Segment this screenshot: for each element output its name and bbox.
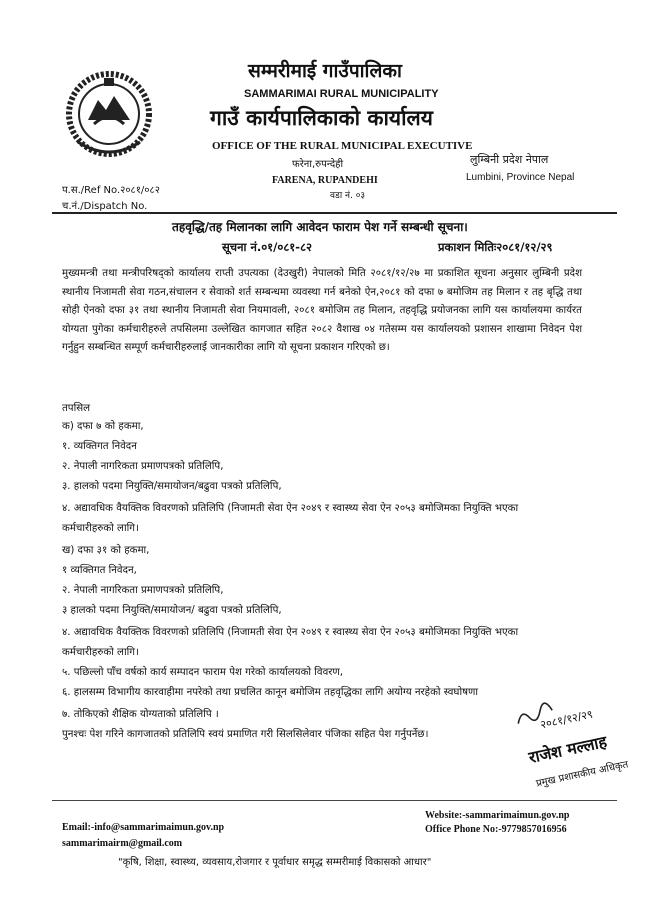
notice-body-paragraph: मुख्यमन्त्री तथा मन्त्रीपरिषद्को कार्यालय राप्ती उपत्यका (देउखुरी) नेपालको मिति २०८१/१२/२७ मा प्रकाशित सूचना अनुसार लुम्बिनी प्रदेश स्थानीय निजामती सेवा गठन,संचालन र सेवाको शर्त सम्बन्धमा व्यवस्था गर्न बनेको ऐन,२०८१ को दफा ७ बमोजिम तह मिलान र तह बृद्धि तथा सोही ऐनको दफा ३१ तथा स्थानीय निजामती सेवा नियमावली, २०८१ बमोजिम तह मिलान, तहवृद्धि प्रयोजनका लागि यस कार्यालयमा कार्यरत योग्यता पुगेका कर्मचारीहरुले तपसिलमा उल्लेखित कागजात सहित २०८२ वैशाख ०४ गतेसम्म यस कार्यालयको प्रशासन शाखामा निवेदन पेश गर्नुहुन सम्बन्धित सम्पूर्ण कर्मचारीहरुलाई जानकारीका लागि यो सूचना प्रकाशन गरिएको छ। bbox=[62, 268, 582, 354]
section-b-heading: ख) दफा ३१ को हकमा, bbox=[62, 545, 150, 556]
officer-name: राजेश मल्लाह bbox=[526, 731, 609, 768]
ward-number: वडा नं. ०३ bbox=[330, 191, 366, 201]
signature-date: २०८१/१२/२९ bbox=[539, 707, 594, 732]
footer-divider bbox=[52, 800, 617, 801]
section-a-heading: क) दफा ७ को हकमा, bbox=[62, 421, 144, 432]
municipality-name-en: SAMMARIMAI RURAL MUNICIPALITY bbox=[244, 88, 439, 100]
address-en: FARENA, RUPANDEHI bbox=[272, 175, 378, 186]
website-link[interactable]: Website:-sammarimaimun.gov.np bbox=[425, 810, 570, 821]
list-item: २. नेपाली नागरिकता प्रमाणपत्रको प्रतिलिपि, bbox=[62, 585, 224, 596]
office-phone: Office Phone No:-9779857016956 bbox=[425, 824, 567, 835]
list-item: ३ हालको पदमा नियुक्ति/समायोजन/ बढुवा पत्रको प्रतिलिपि, bbox=[62, 605, 282, 616]
list-item: १. व्यक्तिगत निवेदन bbox=[62, 441, 137, 452]
municipality-name-np: सम्मरीमाई गाउँपालिका bbox=[248, 60, 402, 82]
email-link[interactable]: Email:-info@sammarimaimun.gov.np bbox=[62, 822, 225, 833]
header-divider bbox=[52, 212, 617, 214]
province-np: लुम्बिनी प्रदेश नेपाल bbox=[470, 153, 549, 166]
notice-title: तहवृद्धि/तह मिलानका लागि आवेदन फाराम पेश गर्ने सम्बन्धी सूचना। bbox=[172, 220, 468, 234]
closing-note: पुनश्चः पेश गरिने कागजातको प्रतिलिपि स्वयं प्रमाणित गरी सिलसिलेवार पंजिका सहित पेश गर्नुपर्नेछ। bbox=[62, 729, 429, 740]
list-item: कर्मचारीहरुको लागि। bbox=[62, 523, 139, 534]
list-item: ४. अद्यावधिक वैयक्तिक विवरणको प्रतिलिपि (निजामती सेवा ऐन २०४९ र स्वास्थ्य सेवा ऐन २०५३ बमोजिमका नियुक्ति भएका bbox=[62, 627, 519, 638]
address-np: फरेना,रुपन्देही bbox=[292, 159, 344, 170]
list-item: ६. हालसम्म विभागीय कारवाहीमा नपरेको तथा प्रचलित कानून बमोजिम तहवृद्धिका लागि अयोग्य नरहेको स्वघोषणा bbox=[62, 687, 478, 698]
office-name-np: गाउँ कार्यपालिकाको कार्यालय bbox=[210, 106, 433, 130]
list-item: ५. पछिल्लो पाँच वर्षको कार्य सम्पादन फाराम पेश गरेको कार्यालयको विवरण, bbox=[62, 667, 344, 678]
list-item: १ व्यक्तिगत निवेदन, bbox=[62, 565, 137, 576]
email-link-gmail[interactable]: sammarimairm@gmail.com bbox=[62, 838, 183, 849]
dispatch-number: च.नं./Dispatch No. bbox=[62, 201, 148, 212]
footer-slogan: "कृषि, शिक्षा, स्वास्थ्य, व्यवसाय,रोजगार र पूर्वाधार समृद्ध सम्मरीमाई विकासको आधार" bbox=[118, 857, 432, 868]
office-name-en: OFFICE OF THE RURAL MUNICIPAL EXECUTIVE bbox=[212, 140, 473, 152]
notice-number: सूचना नं.०१/०८१-८२ bbox=[222, 240, 313, 254]
list-item: कर्मचारीहरुको लागि। bbox=[62, 647, 139, 658]
publication-date: प्रकाशन मितिः२०८१/१२/२९ bbox=[438, 240, 553, 254]
list-item: २. नेपाली नागरिकता प्रमाणपत्रको प्रतिलिपि, bbox=[62, 461, 224, 472]
list-item: ३. हालको पदमा नियुक्ति/समायोजन/बढुवा पत्रको प्रतिलिपि, bbox=[62, 481, 282, 492]
municipality-emblem-logo bbox=[58, 62, 160, 166]
province-en: Lumbini, Province Nepal bbox=[466, 172, 575, 183]
list-item: ४. अद्यावधिक वैयक्तिक विवरणको प्रतिलिपि (निजामती सेवा ऐन २०४९ र स्वास्थ्य सेवा ऐन २०५३ बमोजिमका नियुक्ति भएका bbox=[62, 503, 519, 514]
tapsil-heading: तपसिल bbox=[62, 403, 91, 414]
list-item: ७. तोकिएको शैक्षिक योग्यताको प्रतिलिपि । bbox=[62, 709, 219, 720]
officer-title: प्रमुख प्रशासकीय अधिकृत bbox=[535, 759, 630, 790]
reference-number: प.स./Ref No.२०८१/०८२ bbox=[62, 185, 160, 196]
